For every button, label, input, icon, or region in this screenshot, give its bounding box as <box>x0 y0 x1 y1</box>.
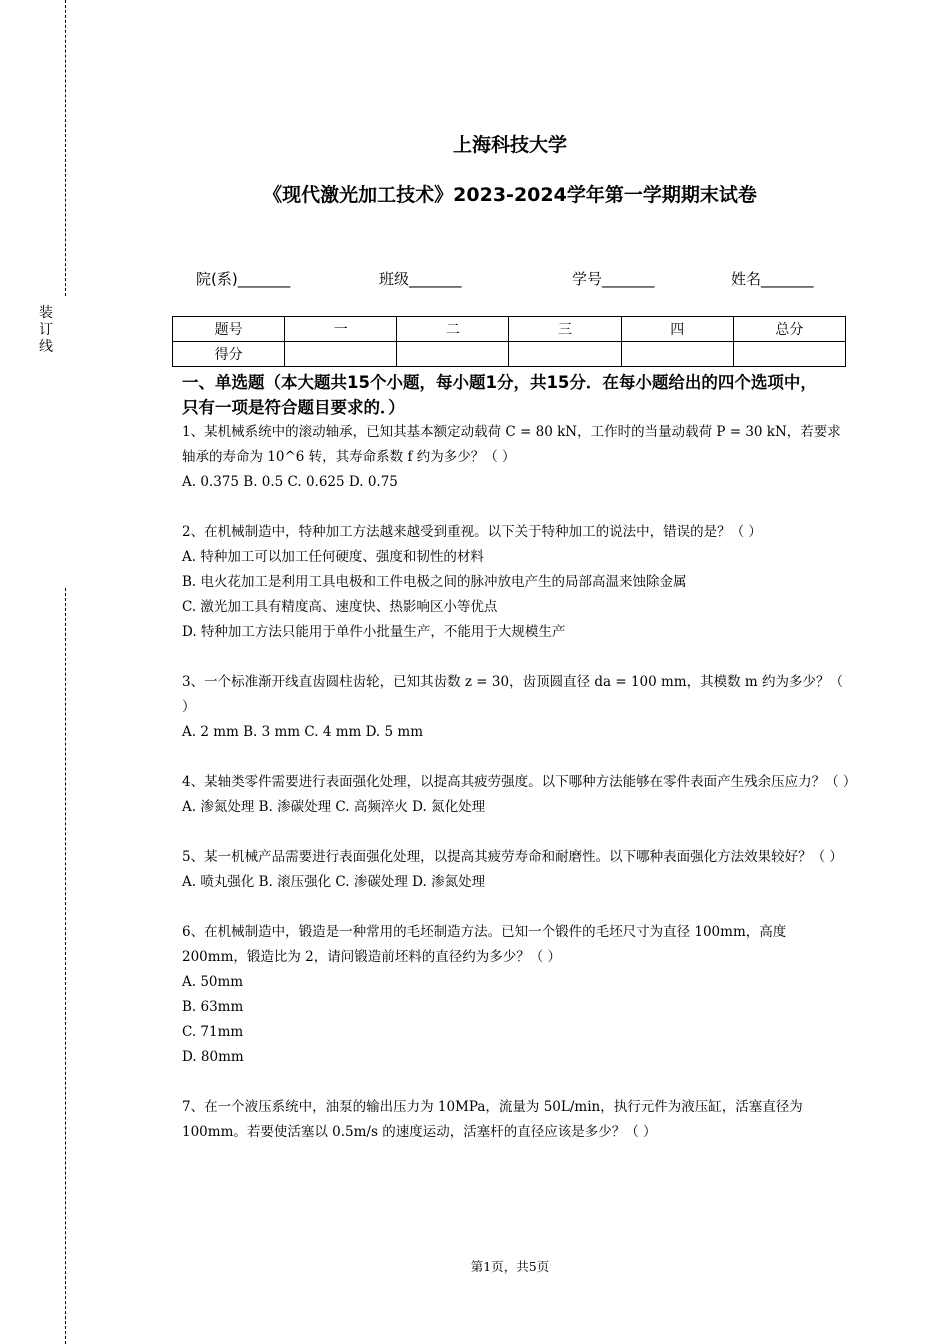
row-header-score: 得分 <box>173 342 285 367</box>
score-cell-1 <box>285 342 397 367</box>
question-option: A. 喷丸强化 B. 滚压强化 C. 渗碳处理 D. 渗氮处理 <box>182 874 486 890</box>
question-option: A. 渗氮处理 B. 渗碳处理 C. 高频淬火 D. 氮化处理 <box>182 799 486 815</box>
col-header-total: 总分 <box>733 317 845 342</box>
score-cell-2 <box>397 342 509 367</box>
question-1 <box>182 420 850 495</box>
university-title: 上海科技大学 <box>452 134 567 156</box>
col-header-3: 三 <box>509 317 621 342</box>
question-option: A. 0.375 B. 0.5 C. 0.625 D. 0.75 <box>182 474 398 490</box>
question-stem: 1、某机械系统中的滚动轴承，已知其基本额定动载荷 C = 80 kN，工作时的当量动载荷 P = 30 kN，若要求轴承的寿命为 10^6 转，其寿命系数 f 约为多少？（ ） <box>182 424 841 465</box>
score-cell-3 <box>509 342 621 367</box>
question-option: A. 特种加工可以加工任何硬度、强度和韧性的材料 <box>182 549 484 565</box>
student-id-field: 学号_______ <box>572 270 655 288</box>
question-4 <box>182 770 857 820</box>
question-option: C. 71mm <box>182 1024 244 1040</box>
question-6 <box>182 920 850 1070</box>
page-footer: 第1页，共5页 <box>470 1259 550 1274</box>
col-header-2: 二 <box>397 317 509 342</box>
name-field: 姓名_______ <box>731 270 814 288</box>
question-stem: 6、在机械制造中，锻造是一种常用的毛坯制造方法。已知一个锻件的毛坯尺寸为直径 100mm，高度 200mm，锻造比为 2，请问锻造前坯料的直径约为多少？（ ） <box>182 924 787 965</box>
question-option: C. 激光加工具有精度高、速度快、热影响区小等优点 <box>182 599 498 615</box>
section-heading: 一、单选题（本大题共15个小题，每小题1分，共15分．在每小题给出的四个选项中，只有一项是符合题目要求的．） <box>182 373 817 417</box>
score-cell-4 <box>621 342 733 367</box>
exam-title: 《现代激光加工技术》2023-2024学年第一学期期末试卷 <box>263 184 757 206</box>
col-header-1: 一 <box>285 317 397 342</box>
question-stem: 5、某一机械产品需要进行表面强化处理，以提高其疲劳寿命和耐磨性。以下哪种表面强化方法效果较好？（ ） <box>182 849 843 865</box>
question-option: A. 2 mm B. 3 mm C. 4 mm D. 5 mm <box>182 724 423 740</box>
binding-line-bottom <box>65 588 66 1344</box>
score-table-header-row <box>173 317 846 342</box>
question-stem: 7、在一个液压系统中，油泵的输出压力为 10MPa，流量为 50L/min，执行元件为液压缸，活塞直径为 100mm。若要使活塞以 0.5m/s 的速度运动，活塞杆的直径应该是多少？（ ） <box>182 1099 803 1140</box>
question-2 <box>182 520 850 645</box>
question-option: B. 63mm <box>182 999 244 1015</box>
question-option: D. 80mm <box>182 1049 244 1065</box>
col-header-4: 四 <box>621 317 733 342</box>
question-5 <box>182 845 850 895</box>
question-stem: 2、在机械制造中，特种加工方法越来越受到重视。以下关于特种加工的说法中，错误的是？（ ） <box>182 524 762 540</box>
question-option: B. 电火花加工是利用工具电极和工件电极之间的脉冲放电产生的局部高温来蚀除金属 <box>182 574 687 590</box>
class-field: 班级_______ <box>379 270 462 288</box>
row-header-question-no: 题号 <box>173 317 285 342</box>
question-list <box>182 420 857 1170</box>
question-3 <box>182 670 850 745</box>
department-field: 院(系)_______ <box>196 270 291 288</box>
score-cell-total <box>733 342 845 367</box>
question-option: A. 50mm <box>182 974 244 990</box>
question-7 <box>182 1095 850 1145</box>
binding-label: 装 订 线 <box>39 305 53 355</box>
question-stem: 4、某轴类零件需要进行表面强化处理，以提高其疲劳强度。以下哪种方法能够在零件表面产生残余压应力？（ ） <box>182 774 857 790</box>
question-option: D. 特种加工方法只能用于单件小批量生产，不能用于大规模生产 <box>182 624 566 640</box>
score-table-score-row <box>173 342 846 367</box>
question-stem: 3、一个标准渐开线直齿圆柱齿轮，已知其齿数 z = 30，齿顶圆直径 da = 100 mm，其模数 m 约为多少？（ ） <box>182 674 843 715</box>
score-table <box>172 316 846 367</box>
